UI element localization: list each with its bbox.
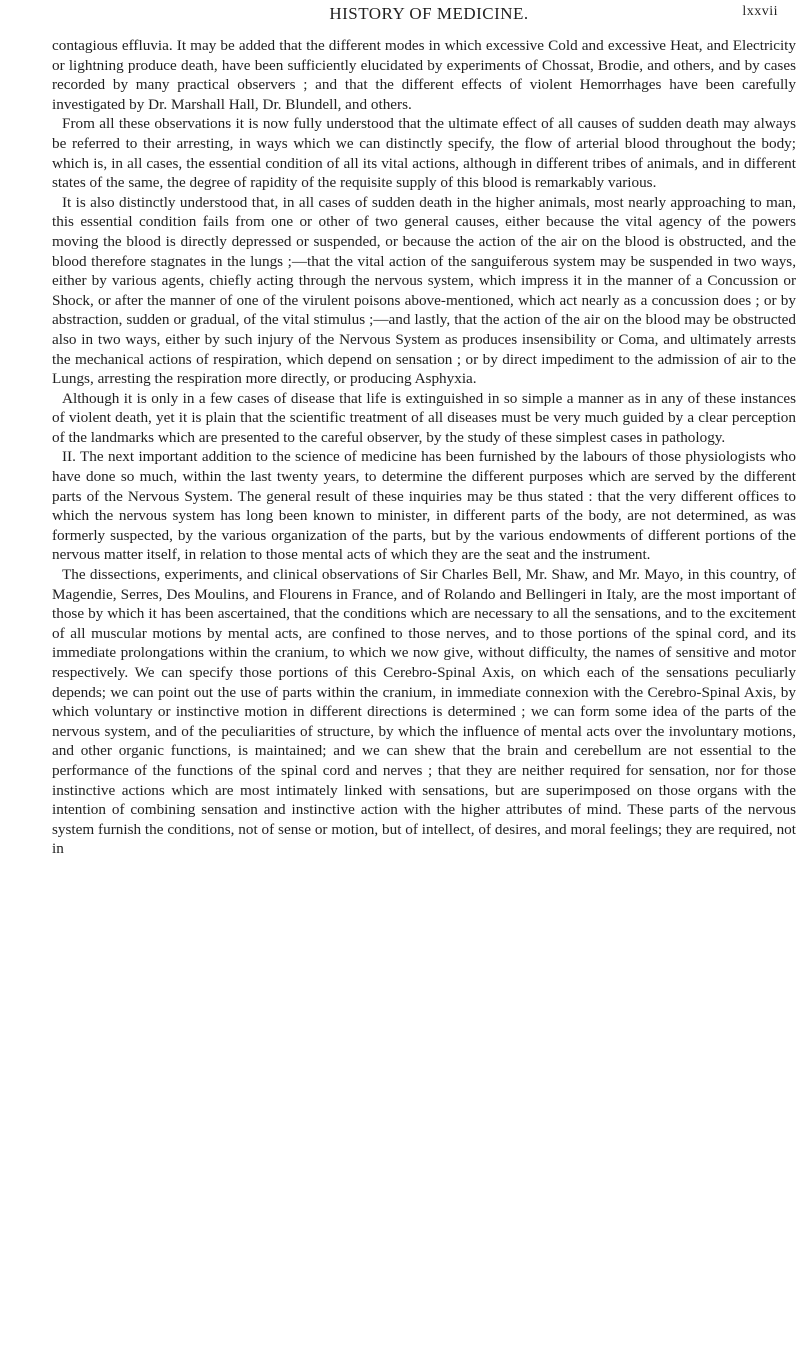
paragraph-sudden-death-causes: It is also distinctly understood that, in all cases of sudden death in the higher animals, most nearly approaching to man, this essential condition fails from one or other of two general causes, either because the vital agency of the powers moving the blood is directly depressed or suspended, or because the action of the air on the blood is obstructed, and the blood therefore stagnates in the lungs ;—that the vital action of the sanguiferous system may be suspended in two ways, either by various agents, chiefly acting through the nervous system, which impress it in the manner of a Concussion or Shock, or after the manner of one of the virulent poisons above-mentioned, which act nearly as a concussion does ; or by abstraction, sudden or gradual, of the vital stimulus ;—and lastly, that the action of the air on the blood may be obstructed also in two ways, either by such injury of the Nervous System as produces insensibility or Coma, and ultimately arrests the mechanical actions of respiration, which depend on sensation ; or by direct impediment to the admission of air to the Lungs, arresting the respiration more directly, or producing Asphyxia.	[52, 193, 796, 388]
page-number: lxxvii	[742, 4, 778, 19]
book-page	[52, 0, 796, 1366]
running-title: HISTORY OF MEDICINE.	[329, 4, 529, 23]
paragraph-continuation: contagious effluvia. It may be added that the different modes in which excessive Cold and excessive Heat, and Electricity or lightning produce death, have been sufficiently elucidated by experiments of Chossat, Brodie, and others, and by cases recorded by many practical observers ; and that the different effects of violent Hemorrhages have been carefully investigated by Dr. Marshall Hall, Dr. Blundell, and others.	[52, 37, 796, 113]
paragraph-ultimate-effect: From all these observations it is now fully understood that the ultimate effect of all causes of sudden death may always be referred to their arresting, in ways which we can distinctly specify, the flow of arterial blood throughout the body; which is, in all cases, the essential condition of all its vital actions, although in different tribes of animals, and in different states of the same, the degree of rapidity of the requisite supply of this blood is remarkably various.	[52, 115, 796, 192]
running-head	[52, 4, 796, 36]
body-text	[52, 36, 796, 859]
paragraph-violent-death: Although it is only in a few cases of disease that life is extinguished in so simple a manner as in any of these instances of violent death, yet it is plain that the scientific treatment of all diseases must be very much guided by a clear perception of the landmarks which are presented to the careful observer, by the study of these simplest cases in pathology.	[52, 389, 796, 446]
paragraph-dissections: The dissections, experiments, and clinical observations of Sir Charles Bell, Mr. Shaw, and Mr. Mayo, in this country, of Magendie, Serres, Des Moulins, and Flourens in France, and of Rolando and Bellingeri in Italy, are the most important of those by which it has been ascertained, that the conditions which are necessary to all the sensations, and to the excitement of all muscular motions by mental acts, are confined to those nerves, and to those portions of the spinal cord, and its immediate prolongations within the cranium, to which we now give, without difficulty, the names of sensitive and motor respectively. We can specify those portions of this Cerebro-Spinal Axis, on which each of the sensations peculiarly depends; we can point out the use of parts within the cranium, in immediate connexion with the Cerebro-Spinal Axis, by which voluntary or instinctive motion in different directions is determined ; we can form some idea of the parts of the nervous system, and of the peculiarities of structure, by which the influence of mental acts over the involuntary motions, and other organic functions, is maintained; and we can shew that the brain and cerebellum are not essential to the performance of the functions of the spinal cord and nerves ; that they are neither required for sensation, nor for those instinctive actions which are most intimately linked with sensations, but are superimposed on those organs with the intention of combining sensation and instinctive action with the higher attributes of mind. These parts of the nervous system furnish the conditions, not of sense or motion, but of intellect, of desires, and moral feelings; they are required, not in	[52, 566, 796, 858]
paragraph-nervous-system: II. The next important addition to the science of medicine has been furnished by the labours of those physiologists who have done so much, within the last twenty years, to determine the different purposes which are served by the different parts of the Nervous System. The general result of these inquiries may be thus stated : that the very different offices to which the nervous system has long been known to minister, in different parts of the body, are not determined, as was formerly suspected, by the various organization of the parts, but by the various endowments of different portions of the nervous matter itself, in relation to those mental acts of which they are the seat and the instrument.	[52, 448, 796, 564]
